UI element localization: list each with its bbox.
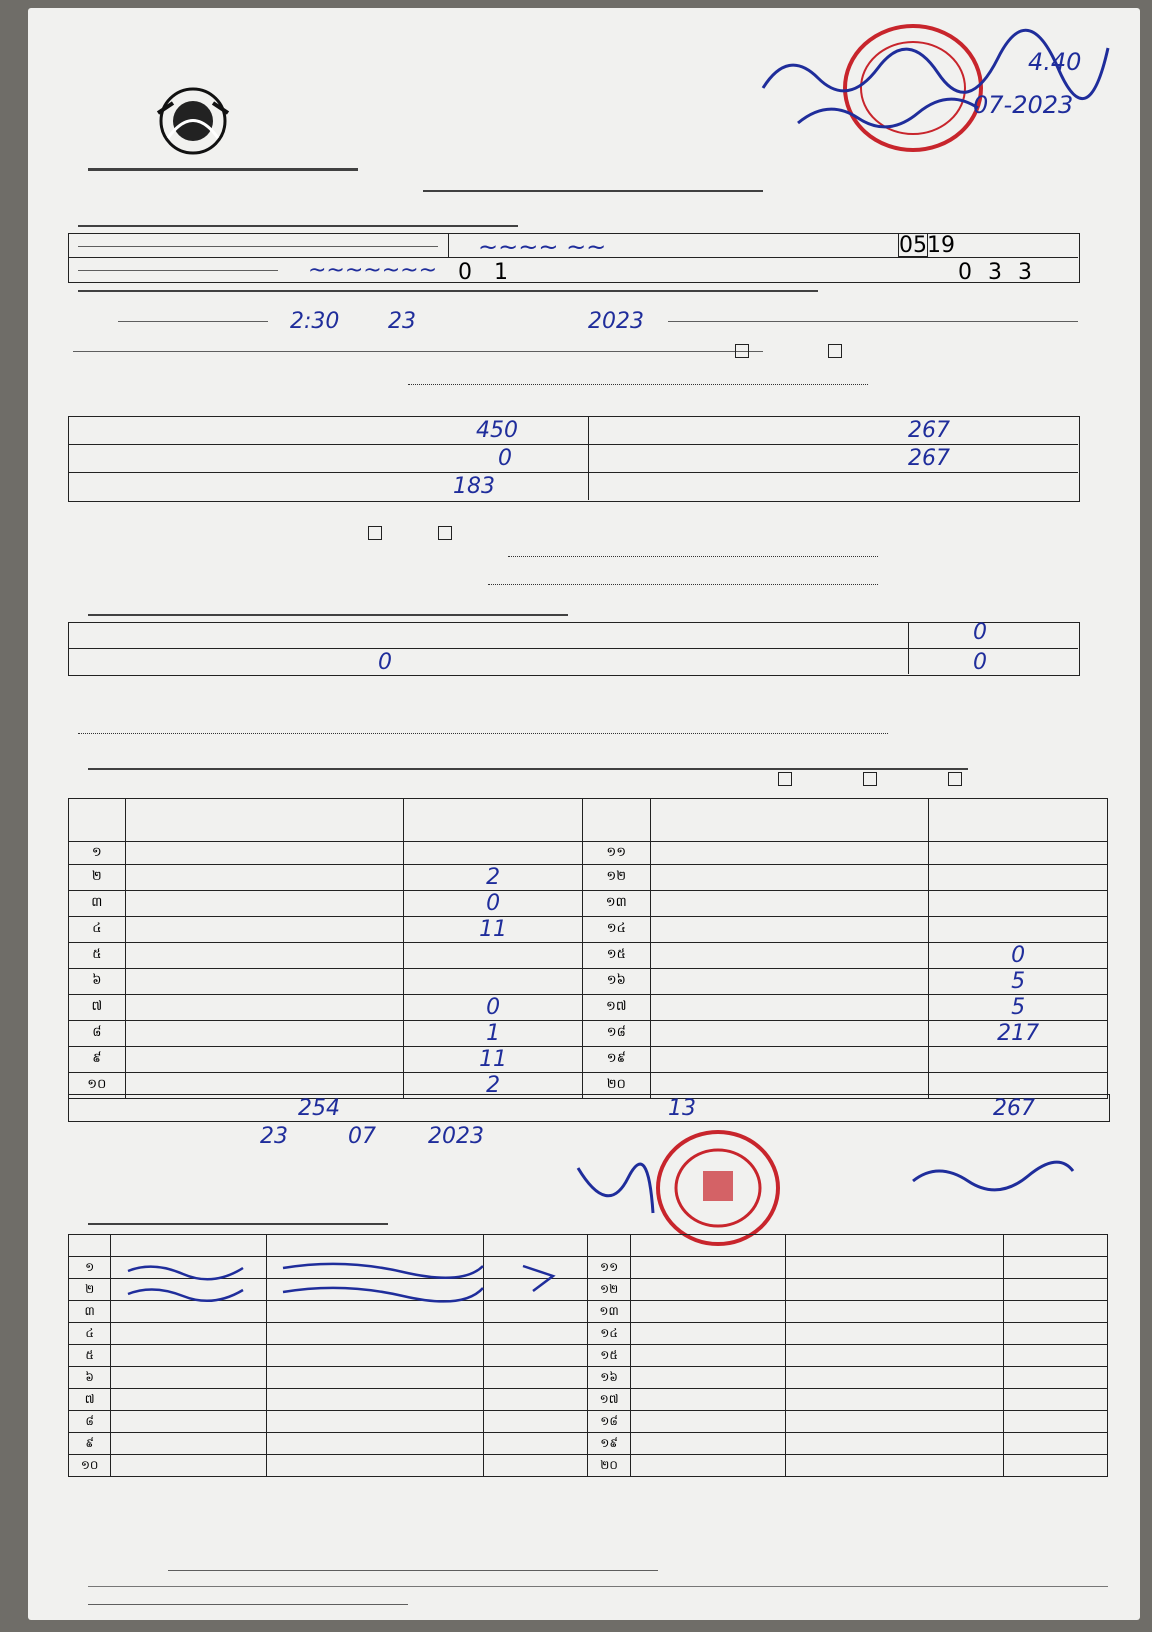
party-name-cell	[650, 865, 929, 891]
party-votes-cell: 0	[929, 943, 1108, 969]
row-number: ៥	[69, 943, 126, 969]
row-number: ១៦	[582, 969, 650, 995]
party-name-cell	[650, 969, 929, 995]
table-row	[69, 1411, 1108, 1433]
complaints-related: 0	[973, 620, 987, 645]
count-time: 2:30	[290, 309, 340, 334]
party-name-cell	[125, 865, 404, 891]
party-name-cell	[650, 943, 929, 969]
count-year: 2023	[588, 309, 644, 334]
row-number: ១៧	[588, 1389, 630, 1411]
party-results-table	[68, 798, 1108, 1099]
ballots-damaged: 0	[498, 446, 512, 471]
table-row	[69, 1367, 1108, 1389]
table-row	[69, 969, 1108, 995]
party-name-cell	[650, 842, 929, 865]
table-row	[69, 842, 1108, 865]
totals-row	[68, 1094, 1110, 1122]
province-name-handwritten: ~~~~~~~	[308, 258, 438, 283]
party-name-cell	[125, 842, 404, 865]
sign-month: 07	[348, 1124, 376, 1149]
row-number: ១	[69, 842, 126, 865]
table-row	[69, 1345, 1108, 1367]
party-votes-cell	[404, 943, 583, 969]
table-row	[69, 995, 1108, 1021]
sign-day: 23	[260, 1124, 288, 1149]
footer-form-label	[88, 1604, 408, 1605]
party-votes-cell	[929, 891, 1108, 917]
party-name-cell	[125, 943, 404, 969]
party-name-cell	[650, 917, 929, 943]
table-row	[69, 1433, 1108, 1455]
row-number: ២០	[582, 1073, 650, 1099]
party-name-cell	[125, 995, 404, 1021]
complaints-resolved: 0	[378, 650, 392, 675]
total-valid: 254	[298, 1096, 340, 1121]
row-number: ១៤	[582, 917, 650, 943]
party-name-cell	[125, 1047, 404, 1073]
row-number: ១៥	[588, 1345, 630, 1367]
row-number: ៦	[69, 969, 126, 995]
emblem-logo	[148, 83, 238, 158]
ballots-received: 450	[476, 418, 518, 443]
party-name-cell	[125, 1021, 404, 1047]
footer-note	[168, 1570, 658, 1571]
row-number: ២	[69, 1279, 111, 1301]
row-number: ៨	[69, 1411, 111, 1433]
checkbox-discrepancy-no[interactable]	[438, 526, 452, 540]
checkbox-yes[interactable]	[735, 344, 749, 358]
party-votes-cell: 1	[404, 1021, 583, 1047]
row-number: ១៦	[588, 1367, 630, 1389]
form-title	[423, 190, 763, 192]
row-number: ៩	[69, 1047, 126, 1073]
row-number: ១១	[588, 1257, 630, 1279]
receipt-time: 4.40	[1028, 48, 1082, 76]
party-votes-cell: 2	[404, 1073, 583, 1099]
row-number: ១៨	[582, 1021, 650, 1047]
checkbox-no[interactable]	[828, 344, 842, 358]
party-votes-cell: 11	[404, 1047, 583, 1073]
total-ballots: 267	[993, 1096, 1035, 1121]
official-seal-bottom	[648, 1126, 808, 1246]
section2-heading	[78, 290, 818, 292]
row-number: ១៧	[582, 995, 650, 1021]
section3-heading	[88, 614, 568, 616]
table-header	[69, 799, 1108, 842]
complaints-forwarded: 0	[973, 650, 987, 675]
party-votes-cell: 5	[929, 969, 1108, 995]
secretary-signature	[908, 1156, 1078, 1196]
party-votes-cell: 2	[404, 865, 583, 891]
checkbox-discrepancy-yes[interactable]	[368, 526, 382, 540]
station-name-handwritten: ~~~~ ~~	[478, 233, 607, 261]
ballots-unused: 183	[453, 474, 495, 499]
handwritten-receipt-note	[758, 28, 1118, 138]
party-votes-cell: 217	[929, 1021, 1108, 1047]
party-name-cell	[650, 891, 929, 917]
form-sheet	[28, 8, 1140, 1620]
count-day: 23	[388, 309, 416, 334]
row-number: ១០	[69, 1455, 111, 1477]
row-number: ៨	[69, 1021, 126, 1047]
row-number: ៤	[69, 1323, 111, 1345]
party-votes-cell: 0	[404, 891, 583, 917]
row-number: ១៨	[588, 1411, 630, 1433]
row-number: ១៩	[582, 1047, 650, 1073]
table-header	[69, 1235, 1108, 1257]
row-number: ១៤	[588, 1323, 630, 1345]
province-code: 01	[458, 260, 530, 285]
commune-code: 033	[958, 260, 1048, 285]
party-name-cell	[125, 917, 404, 943]
table-row	[69, 1047, 1108, 1073]
row-number: ១៩	[588, 1433, 630, 1455]
party-votes-cell	[929, 842, 1108, 865]
section4-heading	[88, 768, 968, 770]
party-votes-cell: 5	[929, 995, 1108, 1021]
row-number: ១២	[582, 865, 650, 891]
row-number: ៥	[69, 1345, 111, 1367]
party-votes-cell: 11	[404, 917, 583, 943]
committee-name-block	[88, 168, 358, 171]
ballots-in-box: 267	[908, 446, 950, 471]
row-number: ១២	[588, 1279, 630, 1301]
row-number: ៣	[69, 891, 126, 917]
section1-heading	[78, 225, 518, 227]
row-number: ៦	[69, 1367, 111, 1389]
voters-count: 267	[908, 418, 950, 443]
code-digit: 0519	[899, 233, 955, 258]
row-number: ៤	[69, 917, 126, 943]
table-row	[69, 1389, 1108, 1411]
row-number: ១០	[69, 1073, 126, 1099]
party-name-cell	[650, 1047, 929, 1073]
row-number: ១៥	[582, 943, 650, 969]
party-votes-cell	[929, 865, 1108, 891]
sign-year: 2023	[428, 1124, 484, 1149]
row-number: ១៣	[582, 891, 650, 917]
row-number: ១៣	[588, 1301, 630, 1323]
party-votes-cell	[929, 1047, 1108, 1073]
note-line	[408, 384, 868, 385]
party-votes-cell: 0	[404, 995, 583, 1021]
party-name-cell	[650, 995, 929, 1021]
table-row	[69, 891, 1108, 917]
table-row	[69, 943, 1108, 969]
table-row	[69, 1021, 1108, 1047]
row-number: ៩	[69, 1433, 111, 1455]
complaints-table	[68, 622, 1080, 676]
table-row	[69, 865, 1108, 891]
party-votes-cell	[404, 842, 583, 865]
row-number: ២០	[588, 1455, 630, 1477]
row-number: ២	[69, 865, 126, 891]
president-signature	[568, 1158, 658, 1228]
party-name-cell	[650, 1021, 929, 1047]
witness-handwriting	[123, 1256, 583, 1306]
total-invalid: 13	[668, 1096, 696, 1121]
row-number: ៧	[69, 995, 126, 1021]
row-number: ៧	[69, 1389, 111, 1411]
party-votes-cell	[929, 917, 1108, 943]
table-row	[69, 1323, 1108, 1345]
row-number: ១១	[582, 842, 650, 865]
section5-heading	[88, 1223, 388, 1225]
party-name-cell	[125, 891, 404, 917]
receipt-date: 07-2023	[973, 91, 1074, 119]
row-number: ១	[69, 1257, 111, 1279]
party-name-cell	[125, 969, 404, 995]
table-row	[69, 1455, 1108, 1477]
table-row	[69, 917, 1108, 943]
party-votes-cell	[404, 969, 583, 995]
row-number: ៣	[69, 1301, 111, 1323]
